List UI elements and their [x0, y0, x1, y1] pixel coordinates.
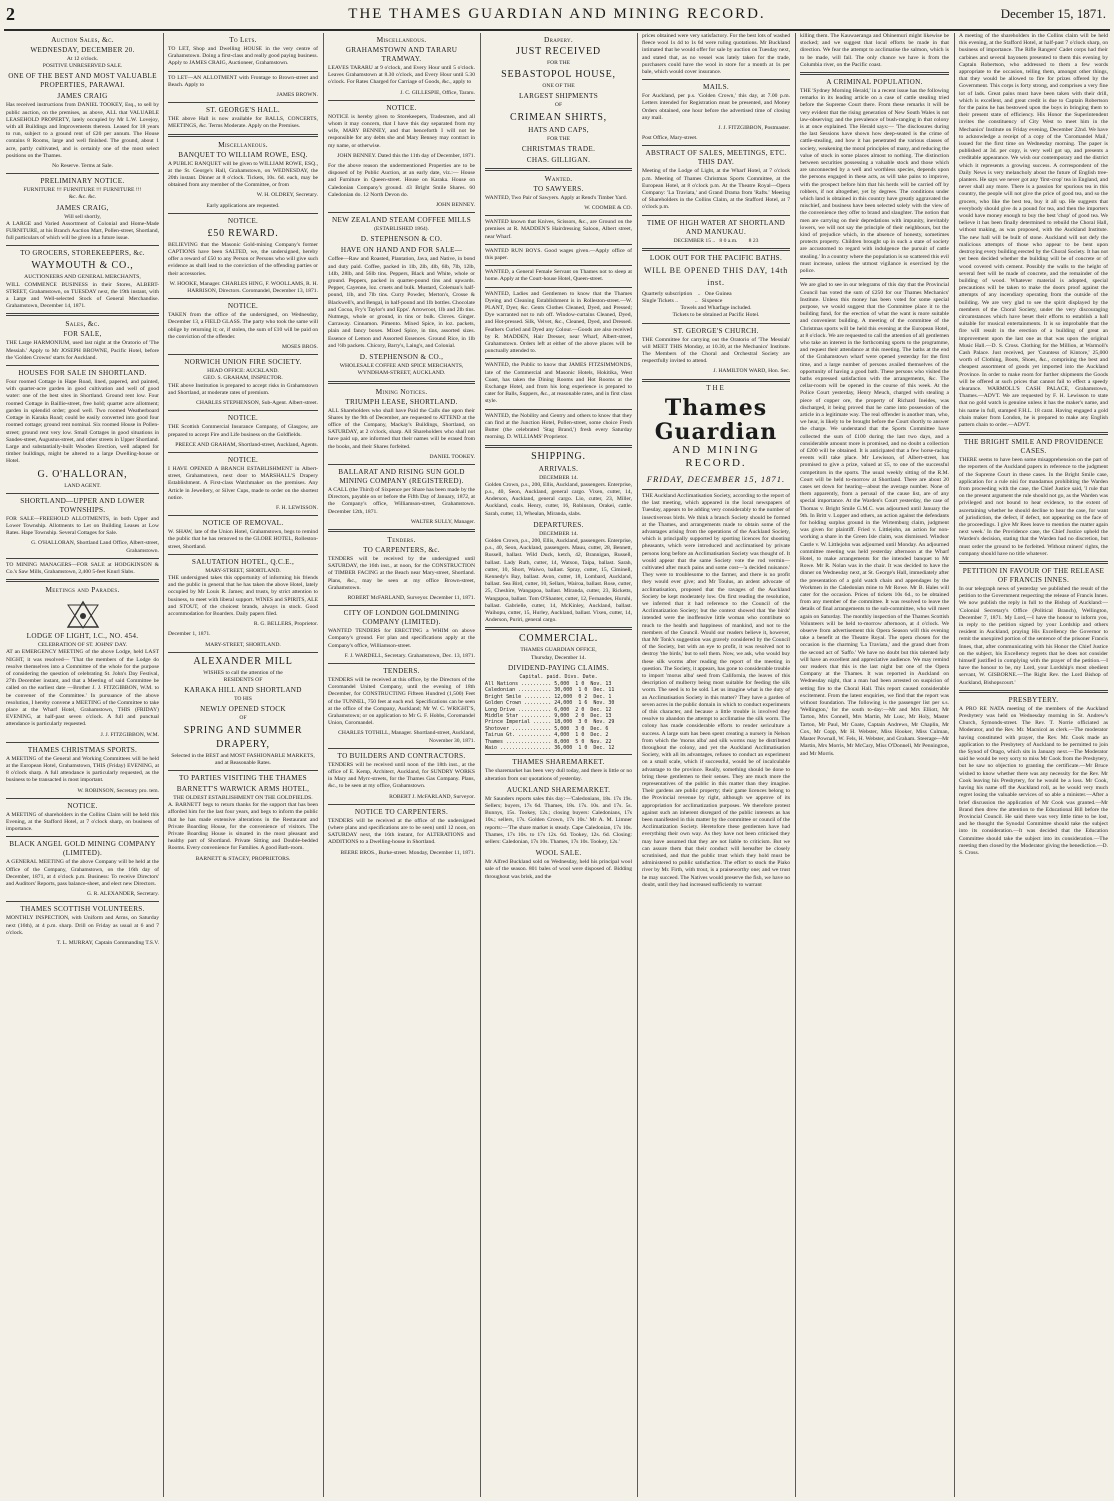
section-heading: Mining Notices. — [375, 386, 428, 396]
shipping-heading: SHIPPING. — [531, 450, 586, 462]
coffee-address: WYNDHAM-STREET, AUCKLAND. — [357, 370, 446, 377]
sharemarket-body: The sharemarket has been very dull today, and there is little or no alteration from our quotations of yesterday. — [485, 768, 632, 782]
divider — [6, 836, 159, 837]
furniture-title: FURNITURE !!! FURNITURE !!! FURNITURE !!! — [23, 187, 142, 194]
ballarat-sign: WALTER SULLY, Manager. — [410, 518, 475, 525]
divider — [6, 173, 159, 174]
drapery-line: CRIMEAN SHIRTS, — [510, 111, 607, 123]
drapery-line: JUST RECEIVED — [516, 46, 601, 57]
coffee-heading: NEW ZEALAND STEAM COFFEE MILLS — [331, 216, 472, 225]
notice-sign: F. H. LEWISSON. — [276, 504, 318, 511]
auction-terms: No Reserve. Terms at Sale. — [52, 163, 113, 170]
drapery-line: HATS AND CAPS, — [528, 125, 589, 134]
divider — [800, 278, 949, 279]
tolet-ad: TO LET, Shop and Dwelling HOUSE in the very centre of Grahamstown. Doing a first-class and really good paying business. Apply to JAMES CRAIG, Auctioneer, Grahamstown. — [168, 46, 318, 67]
barnett-body: A. BARNETT begs to return thanks for the support that has been afforded him for the last four years, and begs to inform the public that he has made extensive alterations in the Restaurant and Private Boarding House, for the convenience of visitors. The Private Boarding House is situated in the most pleasant and healthy part of Shortland. Private Sitting and Double-bedded Rooms. Every convenience for Families. A good Bath-room. — [168, 802, 318, 852]
divider — [959, 561, 1108, 564]
divider — [328, 748, 475, 749]
header-date: December 15, 1871. — [1000, 6, 1106, 21]
blackangel-heading: BLACK ANGEL GOLD MINING COMPANY (LIMITED). — [9, 840, 156, 858]
sawyers-body: WANTED, Two Pair of Sawyers. Apply at Rend's Timber Yard. — [485, 194, 628, 201]
norwich-heading: NORWICH UNION FIRE SOCIETY. — [184, 358, 302, 367]
commercial-heading: COMMERCIAL. — [518, 633, 599, 645]
divider — [328, 804, 475, 805]
salutation-sign: R. G. BELLERS, Proprietor. — [253, 621, 318, 628]
sawyers-sign: W. COOMBE & CO. — [584, 205, 632, 212]
dividend-row: Prince Imperial ...... 18,000 3 0 Nov. 29 — [485, 719, 615, 726]
dividend-row: Waio ................. 36,000 1 0 Dec. 12 — [485, 745, 615, 752]
auctioneer-name: JAMES CRAIG — [57, 92, 108, 101]
wanted-ad: WANTED known that Knives, Scissors, &c., are Ground on the premises at R. MADDEN'S Hairdressing Saloon, Albert street, near Wharf. — [485, 219, 632, 240]
auction-body: Has received instructions from DANIEL TOOKEY, Esq., to sell by public auction, on the premises, as above, ALL that VALUABLE LEASEHOLD PROPERTY, lately occupied by Mr L.W. Lovejoy, with all Buildings and Improvements thereon. Leased for 18 years to run, subject to a ground rent of £20 per annum. The House contains 8 Rooms, large and well finished. The ground, about 1 acre, partly cultivated, and is certainly one of the most select positions on the Thames. — [6, 102, 159, 159]
masthead-subtitle: AND MINING RECORD. — [672, 443, 760, 469]
divider — [168, 71, 318, 72]
dividend-row: All Nations .......... 5,000 1 0 Nov. 13 — [485, 680, 612, 687]
divider — [6, 579, 159, 582]
reward-heading: £50 REWARD. — [207, 227, 279, 239]
tide-heading: TIME OF HIGH WATER AT SHORTLAND AND MANUKAU. — [646, 218, 786, 236]
presbytery-body: A PRO RE NATA meeting of the members of the Auckland Presbytery was held on Wednesday morning in St. Andrew's Church, Symonds-street. The Rev. T. Norrie officiated as Moderator, and the Rev. Mr. Macnicol as clerk.—The moderator having constituted with prayer, the Rev. Mr. Cook made an application to the Presbytery of Auckland to be permitted to join the Synod of Otago, which sits in January next.—The Moderator said he would be very sorry to miss Mr Cook from the Presbytery, but he saw no objection to granting the certificate.—Mr Bruce wished to know whether there was any necessity for the Rev. Mr Cook leaving his Presbytery, for he would be a loss. Mr Cook, having his name off the Auckland roll, as he would very much regret losing the valuable services of so able a minister.—After a brief discussion the application of Mr Cook was granted.—Mr Brand then drew the attention to the Educational Bill before the Provincial Council. He said there was very little time to be lost, and he thought the Synodal Committee should take the subject into its consideration.—It was decided that the Education Committee should take the subject into its consideration.—The meeting then closed by the Moderator giving the benediction.—D. S. Cross. — [959, 705, 1108, 856]
norwich-inspector: GEO. S. GRAHAM, INSPECTOR. — [203, 375, 283, 382]
dividend-row: Long Drive ........... 6,000 2 0 Dec. 12 — [485, 706, 612, 713]
auckland-body: Mr Saunders reports sales this day:—'Caledonians, 18s. 17s 19s. Sellers; buyers, 17s 6d. Thames, 18s. 17s. 10s. and 17s. 5s. Bunnys, 15s. Tookey, 12s.; closing buyers: Caledonians, 17s 10s.; sellers, 17s. Golden Crown, 17s 10s.' Mr A. M. Limner reports:—'The share market is steady. Cape Caledonian, 17s 10s. Thames, 17s 10s. to 17s 12s. 6d. Tookey, 12s. 6d. Closing: sellers: Caledonian, 17s 10s. Thames, 17s 10s. Tookey, 12s.' — [485, 795, 632, 846]
waymouth-name: WAYMOUTH & CO., — [31, 260, 134, 272]
dividend-row: Thames ............... 8,000 5 0 Nov. 22 — [485, 738, 612, 745]
section-heading: Drapery. — [543, 35, 574, 44]
alexander-line: OF — [239, 715, 247, 722]
notice-heading: NOTICE. — [227, 414, 259, 423]
banquet-note: Early applications are requested. — [206, 202, 280, 209]
salutation-sub: MARY-STREET, SHORTLAND. — [205, 567, 281, 574]
baths-single: Single Tickets .. .. Sixpence — [642, 298, 723, 305]
dividend-row: Tairua Gt. ........... 4,000 1 0 Dec. 2 — [485, 732, 609, 739]
lodge-sub: CELEBRATION OF ST. JOHNS' DAY. — [37, 642, 128, 649]
masthead-title: Thames Guardian — [654, 394, 778, 445]
sports-heading: THAMES CHRISTMAS SPORTS. — [27, 745, 138, 754]
column-7 — [959, 33, 1108, 1497]
column-separator — [480, 33, 481, 1497]
coffee-body: Coffee—Raw and Roasted, Plantation, Java, and Native, in bond and duty paid. Coffee, packed in 1lb, 2lb, 4lb, 6lb, 7lb, 12lb, 14lb, 28lb, and 56lb tins. Peppers, Black and White, whole or ground. Peppers, packed in quarter-pound tins and upwards. Pepper, Cayenne, loz. cruets and bulk. Mustard, Coleman's half-pound, 1lb, and 7lb tins. Curry Powder, Merton's, Crosse & Blackwell's, and Bengal, in half-pound and 1lb bottles. Chocolate and Cocoa, Fry's Taylor's and Epps'. Arrowroot, 1lb and 2lb tins. Nutmegs, whole or ground, in tins or bulk. Cloves. Ginger. Carraway. Cinnamon. Pimento. Mixed Spice, in loz. packets, plain and fancy boxes. Mixed Spice, in tins, assorted sizes. Essence of Lemon and Assorted Essences. Ground Rice, in 1lb and ½lb packets. Chicory, Barry's, Laing's, and Colonial. — [328, 256, 475, 349]
commercial-date: Thursday, December 14. — [531, 654, 586, 661]
column-5 — [642, 33, 790, 1497]
local-news: We are glad to see in our telegrams of this day that the Provincial Council has voted the sum of £250 for our Thames Mechanics' Institute. Unless this money has been voted for some special purpose, we would suggest that the Committee place it to the building fund, for the erection of what the want is more suitable and convenient building. A meeting of the committee of the Christmas sports will be held this evening at the European Hotel, at 8 o'clock. We are requested to call the attention of all gentlemen who take an interest in the forthcoming sports to the programme, and request their attendance at this meeting. The baths at the end of the Grahamstown wharf were opened yesterday for the first time, and a large number of persons availed themselves of the opportunity of having a good bath. These persons who visited the baths expressed satisfaction with the arrangements, &c. The cellar-room will be opened in the course of this week. At the Police Court yesterday, Henry Meuch, charged with stealing a piece of copper ore, the property of Richard Ineides, was discharged, it being proved that he came into possession of the article in a legitimate way. The real offender is another man, who, we hear, is likely to be brought before the Court shortly to answer the charge. We understand that the Sports Committee have collected the sum of £100 during the last two days, and a considerable amount more is promised, and no doubt a collection of £200 will be obtained. It is anticipated that a few horse-racing events will take place. Mr Lewisson, of Albert-street, has promised to give a prize, valued at £5, to one of the successful competitors in the sports. The usual weekly sitting of the R.M. Court will be held to-morrow at Shortland. There are about 20 cases set down for hearing—about the average number. None of them apparently, from a perusal of the cause list, are of any special importance. At the Warden's Court yesterday, the case of Thomas v. Bright Smile G.M.C. was adjourned until January the 9th. In Britt v. Lopper and others, an action against the defendants for holding surplus ground in the Wirtemburg claim, judgment was given for plaintiff. Fried v. Littlejohn, an action for non-working a share in the Green Isle claim, was dismissed. Windsor Castle v. W. Littlejohn was adjourned until Monday. An adjourned committee meeting was held yesterday afternoon at the Wharf Hotel, to make arrangements for the intended banquet to Mr Rowe. Mr R. Nolan was in the chair. It was decided to have the dinner on Wednesday next, at St. George's Hall, immediately after the presentation of a gold watch chain and appendages by the Workmen in the Caledonian mine to Mr Rowe. Mr B. Hales will cater for the occasion. Prices of tickets 10s 6d., to be obtained from any member of the committee. It was resolved to leave the details of final arrangements to the sub-committee, who will meet again on Saturday. The monthly inspection of the Thames Scottish Volunteers will be held to-morrow afternoon, at 4 o'clock. We observe from advertisement this Opera Season will this evening take a benefit at the Theatre Royal. The opera chosen for the occasion is the charming 'La Traviata,' and the grand duet from the second act of 'Saffo.' We have no doubt but this talented lady will have an excellent and appreciative audience. We may remind our readers that this is the last night but one of the Opera Company at the Thames. It was reported in Auckland on Wednesday night, that a man had been arrested on suspicion of setting fire to the Choral Hall. This report caused considerable excitement. From the latest enquiries, we find that the report was without foundation. The following is the passenger list per s.s. 'Wellington,' for the south to-day:—Mr and Mrs Elliott, Mr Tarton, Mrs Connell, Mrs Martin, Mr Lusc, Mr Holy, Master Tarton, Mr Paul, Mr Coate, Captain Andrews, Mr Chaplin, Mr Cox, Mr Copp, Mr H. Webster, Miss Hooker, Miss Culman, Master Pownall, W. Fels, H. Webster, and Graham. Steerage—Mr Martin, Mrs Morris, Mr McCary, Miss O'Donnell, Mr Pennington, and Mr Morris. — [800, 282, 949, 757]
baths-tickets: Tickets to be obtained at Pacific Hotel. — [672, 312, 760, 319]
divider — [642, 323, 790, 324]
editorial-body: THE Auckland Acclimatisation Society, according to the report of the last meeting, which appeared in the local newspapers of Tuesday, appears to be adding very considerably to the number of insectiverous birds. We think a branch Society should be formed at the Thames, and arrangements made to obtain some of the advantages arising from the operations of the Auckland Society, which is principally supported by sporting licences for shooting pheasants, which were introduced and acclimatised by private persons long before an Acclimatisation Society was thought of. It would appear that the same Society vote the rod vermin—cultivated after much pains and some cost—'a decided nuisance.' They were to troublesome to the farmer, and there is no profit they would ever give; and Mr Toulus, an ardent advocate of acclimatisation, proposed that the ravages of the Auckland Society be kept moderately low. On first reading the resolution, we inferred that it had reference to the Council of the Acclimatization Society; but the context showed that 'the birds' intended were the inoffensive little woman who contribute so much to the health and happiness of mankind, and not to the members of the Council. Would our readers believe it, however, that Mr Tonk's suggestion was gravely considered by the Council of the Society, but with an eye to profit, it was resolved not to destroy 'the birds,' but to sell them. Now, we ask, who would buy these silk worms after reading the report of the meeting in question. The Society, it appears, has gone to considerable trouble to import 'morus alba' seed from California, the leaves of this description of mulberry being most suitable for feeding the silk worm. The seed is to be sold. Let us imagine what is the duty of an Acclimatisation Society in this matter? They have a garden of seven acres in the public domain in which to conduct experiments of this character, and because a little trouble is involved they resolve to abandon the attempt to acclimatise the silk worm. The colony has made considerable efforts to render sericulture a success. A large sum has been spent creating a nursery in Nelson from which the 'morus alba' and silk worms may be distributed throughout the colony, and yet the Auckland Acclimatisation Society, with all its advantages, refuses to conduct an experiment on a small scale, which if successful, would be of incalculable advantage to the province. Really, something should be done to bring these gentlemen to their senses. They are much more the representatives of the public in this matter than they imagine. Their gardens are public property; their game licences belong to the Provincial revenue by right, although we approve of its appropriation for acclimatization purposes. We therefore protest against such an inherent disregard of the public interests as has been manifested in this matter by the committee or council of the Acclimatization Society. Heretofore these gentlemen have had everything their own way. As they have not been criticised they may have assumed that they are not liable to criticism. But we can assure them that their conduct will hereafter be closely scrutinised, and that the public trust which they hold must be administered to public satisfaction. The effort to stock the Piako river by Mr. Firth, with trout, is a praiseworthy one; and we trust he may succeed. The Natives would preserve the fish, we have no doubt, until they had increased sufficiently to warrant — [642, 492, 790, 888]
banquet-body: A PUBLIC BANQUET will be given to WILLIAM ROWE, ESQ., at the St. George's Hall, Grahamstown, on WEDNESDAY, the 20th instant. Dinner at 8 o'clock. Tickets, 10s. 6d. each, may be obtained from any member of the Committee, or from — [168, 160, 318, 189]
divider — [6, 558, 159, 559]
drapery-line: ONE OF THE — [542, 83, 575, 90]
drapery-sign: CHAS. GILLIGAN. — [526, 155, 591, 164]
dividend-row: Middle Star .......... 9,000 2 0 Dec. 13 — [485, 713, 612, 719]
auction-date: WEDNESDAY, DECEMBER 20. — [30, 46, 135, 54]
petition-body: In our telegraph news of yesterday we published the result of the petition to the Government respecting the release of Francis Innes. We now publish the reply in full to the Bishop of Auckland:— 'Colonial Secretary's Office (Political Branch), Wellington, December 7, 1871. My Lord,—I have the honour to inform you, in reply to the petition signed by your Lordship and others resident in Auckland, praying His Excellency the Governor to remit the unexpired portion of the sentence of the prisoner Francis Innes, that, after communicating with his Honor the Chief Justice on the subject, his Excellency regrets that he does not consider himself justified in complying with the prayer of the petition.—I have the honour to be, my Lord, your Lordship's most obedient servant, W. GISBORNE.—The Right Rev. the Lord Bishop of Auckland, Bishopscourt.' — [959, 586, 1108, 686]
wanted-ad: WANTED, the Nobility and Gentry and others to know that they can find at the Junction Hotel, Pollen-street, some choice Fresh Butter (the celebrated 'Stag Brand,') fresh every Saturday morning. D. WILLIAMS' Proprietor. — [485, 412, 632, 441]
lodge-heading: LODGE OF LIGHT, I.C., NO. 454. — [26, 632, 139, 641]
drapery-line: OF — [554, 102, 563, 109]
wanted-ad: WANTED, a General Female Servant on Thames not to sleep at home. Apply at the Court-house Hotel, Queen-street. — [485, 269, 632, 283]
furniture-body: A LARGE and Varied Assortment of Colonial and Home-Made FURNITURE, at his Branch Auction Mart, Pollen-street, Shortland, full particulars of which will be given in a future issue. — [6, 220, 159, 242]
divider — [168, 134, 318, 137]
grocers-heading: TO GROCERS, STOREKEEPERS, &c. — [20, 249, 145, 258]
blackangel-body: A GENERAL MEETING of the above Company will be held at the Office of the Company, Grahamstown, on the 16th day of December, 1871, at 4 o'clock p.m. Business: To receive Directors' and Auditors' Reports, pass balance-sheet, and elect new Directors. — [6, 859, 159, 888]
mining-managers-ad: TO MINING MANAGERS—FOR SALE at HODGKINSON & Co.'s Saw Mills, Grahamstown, 2,400 5-feet Knurl Slabs. — [6, 561, 159, 575]
column-separator — [954, 33, 955, 1497]
parties-heading: TO PARTIES VISITING THE THAMES — [179, 773, 307, 782]
dividend-row: Golden Crown ......... 24,000 1 6 Nov. 30 — [485, 700, 615, 707]
lodge-body: AT an EMERGENCY MEETING of the above Lodge, held LAST NIGHT, it was resolved— 'That the members of the Lodge do resolve themselves into a Committee of the whole for the purpose of considering the question of celebrating St. John's Day Festival, 27th December instant, and that a Meeting of said Committee be called on the earliest date —Brother J. J. FITZGIBBON, W.M. to be convener of the Committee.' In pursuance of the above resolution, I hereby convene a MEETING of the Committee to take place at the Wharf Hotel, Grahamstown, THIS (FRIDAY) EVENING, at half-past seven o'clock. A full and punctual attendance is particularly requested. — [6, 649, 159, 728]
notice-body: NOTICE is hereby given to Storekeepers, Tradesmen, and all whom it may concern, that I have this day separated from my wife, MARY BENNEY, and that henceforth I will not be responsible for any debts she and Mary Benney may contract in my name, or otherwise. — [328, 113, 475, 149]
column-1 — [6, 33, 159, 1497]
church-body: THE Committee for carrying out the Oratorio of 'The Messiah' will MEET THIS Monday, at 10.30, at the Mechanics' Institute. The Members of the Choral and Orchestral Society are respectfully invited to attend. — [642, 336, 790, 365]
reward-sign: W. HOOKE, Manager. CHARLES HING, F. WOOLLAMS, R. H. HARRISON, Directors. Coromandel, December 13, 1871. — [169, 280, 318, 295]
carpenters2-body: TENDERS will be received at the office of the undersigned (where plans and specifications are to be seen) until 12 noon, on SATURDAY next, the 16th instant, for ALTERATIONS and ADDITIONS to a Dwelling-house in Shortland. — [328, 817, 475, 846]
church-sign: J. HAMILTON WARD, Hon. Sec. — [713, 368, 790, 375]
london-heading: CITY OF LONDON GOLDMINING COMPANY (LIMITED). — [343, 609, 460, 627]
brightsmile-body: THERE seems to have been some misapprehension on the part of the reporters of the Auckland papers in reference to the judgment of the Supreme Court in these cases. In the Bright Smile case, application for a rule nisi for mandamus prohibiting the Warden from proceeding with the case, the Chief Justice said, 'I rule that on the present argument the rule should not go, as the Warden was privileged and not bound to hear evidence, to the extent of ascertaining whether he should decline to hear the case, for want of jurisdiction, the defect, if defect, not appearing on the face of the proceedings. I give Mr Rees leave to mention the matter again next week.' In the Providence case, the Chief Justice upheld the Warden's decision, stating that the Warden had no discretion, but must order the ground to be forfeited. Without miners' rights, the company should have no title whatever. — [959, 457, 1108, 557]
divider — [168, 213, 318, 214]
dividend-header: Capital. paid. Divs. Date. — [519, 673, 598, 680]
masthead-the: THE — [706, 383, 726, 392]
banquet-sign: W. H. OLDREY, Secretary. — [256, 192, 318, 199]
divider — [168, 770, 318, 771]
auction-property: ONE OF THE BEST AND MOST VALUABLE PROPERTIES, PARAWAI. — [8, 72, 157, 90]
carpenters-sign: ROBERT McFARLAND, Surveyor. December 11, 1871. — [347, 594, 475, 601]
tide-row: DECEMBER 15 .. 8 0 a.m. 8 23 — [673, 237, 759, 244]
builders-sign: ROBERT J. McFARLAND, Surveyor. — [389, 793, 475, 800]
divider — [485, 358, 632, 359]
divider — [328, 605, 475, 606]
builders-body: TENDERS will be received until noon of the 18th inst., at the office of E. Kemp, Architect, Auckland, for SUNDRY WORKS in Mary and Myrc-streets, for the Thames Gas Company. Plans, &c., to be seen at my office, Grahamstown. — [328, 761, 475, 790]
forsale-body: THE Large HARMONIUM, used last night at the Oratorio of 'The Messiah.' Apply to Mr JOSEPH BROWNE, Pacific Hotel, before the 'Golden Crowns' starts for Auckland. — [6, 340, 159, 361]
dividend-row: Shotover ............. 5,000 3 0 Dec. 6 — [485, 725, 609, 732]
tenders-sign: CHARLES TOTHILL, Manager. Shortland-street, Auckland, November 30, 1871. — [338, 730, 475, 744]
drapery-line: LARGEST SHIPMENTS — [518, 92, 599, 101]
notice-body: I HAVE OPENED A BRANCH ESTABLISHMENT in Albert-street, Grahamstown, next door to MARSHALL'S Drapery Establishment. A First-class Watchmaker on the premises. Any Article in Jewellery, or Silver Cups, made to order on the shortest notice. — [168, 465, 318, 501]
local-news-continued: A meeting of the shareholders in the Collins claim will be held this evening, at the Stafford Hotel, at half-past 7 o'clock sharp, on business of importance. The Rifle Rangers' Cadet corps had their carbines and several bayonets presented to them this evening by Captain Robertson, who addressed to them a few words appropriate to the occasion, telling them, amongst other things, that they would be allowed to fire for prizes offered by the Government. This corps is forty strong, and comprises a very fine lot of lads. Great pains must have been taken with their drill, which is excellent, and great credit is due to Captain Robertson for the pains he has bestowed upon the boys in bringing them to their present state of efficiency. His Honor the Superintendent invites the constituency of City West to meet him in the Mechanics' Institute on Friday evening, December 22nd. We have to acknowledge a receipt of a copy of the 'Coromandel Mail,' issued for the first time on Wednesday morning. The paper is published at 3d. per copy, is very well got up, and presents a creditable appearance. We wish our contemporary and the district which it represents a growing success. A correspondent of the Daily News is very melancholy about the future of English tree-planters. He says we never got any 'first-crop' tea in England, and never shall any more. There is a passion for spurious tea in this country, the people will not give the price of good tea, and so the grocers, who like the best tea, buy it all up. He suggests that everybody should give 4s a pound for tea, and then the importers would have money enough to buy the best 'chop' of good tea. We believe it has been finally determined to rebuild the Choral Hall, without making, as was proposed, with the Auckland Institute. The new hall will be built of stone. Auckland will not defy the malicious attempts of those who appear to be bent upon destroying every building erected by the Choral Society. It has not yet been decided whether the building will be of concrete or of wood covered with cement. Possibly the walls to the height of several feet will be made of concrete, and the remainder of the building of wood. Whatever material is adopted, special precautions will be taken to make the doors proof against the attempts of any incendiary operating from the outside of the building. We are very glad to see the spirit displayed by the members of the Choral Society, under the very discouraging circumstances which have beset their efforts to establish a hall suitable for musical entertainments. It is so improbable that the fire will result in the erection of a building of great an improvement upon the last one as that was upon the original Music Hall.—D. S. Cross. Clothing for the Million, at Warmoll's Cash Palace. Just received, per 'Countess of Kintore,' 25,000 worth of Clothing, Boots, Shoes, &c., comprising the best and cheapest assortment of goods yet imported into the Auckland Province. In order to make room for further shipments the Goods will be offered at such prices that cannot fail to effect a speedy clearance. WARMOLL'S CASH PALACE, Grahamstown, Thames.—ADVT. We are requested by F. H. Lewisson to state that no gold watch is genuine unless it has the maker's name, and his name in full, stamped F.H.L. 18 carat. Having engaged a gold chain maker from London, he is prepared to make any English pattern chain to order.—ADVT. — [959, 33, 1108, 428]
notice-body: A MEETING of shareholders in the Collins Claim will be held this Evening, at the Stafford Hotel, at 7 o'clock sharp, on business of importance. — [6, 811, 159, 833]
norwich-body: THE above Institution is prepared to accept risks in Grahamstown and Shortland, at moderate rates of premium. — [168, 382, 318, 396]
drapery-line: FOR THE — [546, 60, 571, 66]
sports-body: A MEETING of the General and Working Committees will be held at the European Hotel, Grahamstown, THIS (Friday) EVENING, at 8 o'clock sharp. A full attendance is particularly requested, as the business to be transacted is most important. — [6, 755, 159, 784]
auckland-heading: AUCKLAND SHAREMARKET. — [506, 785, 611, 794]
divider — [6, 365, 159, 366]
properties-sign: JOHN BENNEY. — [435, 202, 475, 209]
furniture-etc: &c. &c. &c. — [68, 194, 97, 201]
divider — [959, 432, 1108, 435]
divider — [168, 102, 318, 103]
divider — [485, 215, 632, 216]
column-4 — [485, 33, 632, 1497]
wool-heading: WOOL SALE. — [535, 849, 582, 858]
notice-heading: NOTICE. — [227, 216, 259, 225]
divider — [328, 212, 475, 213]
london-sign: F. J. WARDELL, Secretary. Grahamstown, Dec. 13, 1871. — [344, 652, 475, 659]
sports-sign: W. ROBINSON, Secretary pro. tem. — [77, 787, 159, 794]
agent-sign: G. O'HALLORAN, Shortland Land Office, Albert-street, Grahamstown. — [31, 540, 159, 554]
volunteers-body: MONTHLY INSPECTION, with Uniform and Arms, on Saturday next (16th), at 4 p.m. sharp. Drill on Friday as usual at 6 and 7 o'clock. — [6, 915, 159, 936]
divider — [6, 798, 159, 799]
alexander-line: SPRING AND SUMMER — [183, 724, 303, 736]
divider — [485, 265, 632, 266]
tenders-heading: TENDERS. — [383, 666, 420, 675]
divider — [168, 410, 318, 411]
commercial-office: THAMES GUARDIAN OFFICE, — [520, 647, 597, 654]
section-heading: Auction Sales, &c. — [51, 35, 114, 44]
divider — [485, 287, 632, 288]
carpenters-heading: TO CARPENTERS, &c. — [363, 545, 440, 554]
criminal-heading: A CRIMINAL POPULATION. — [826, 78, 923, 87]
salutation-date: December 1, 1871. — [168, 631, 211, 638]
column-separator — [795, 33, 796, 1497]
divider — [168, 298, 318, 299]
criminal-body: THE 'Sydney Morning Herald,' in a recent issue has the following remarks in its leading article on a case of cattle stealing tried before the Supreme Court there. From these remarks it will be very evident that the rising generation of New South Wales is not law-observing; and the prevalence of bush-ranging in that colony is at once explained. The Herald says:— 'The disclosures during the last Sessions have shown how deep-seated is the crime of cattle-stealing, and how it has penetrated the various classes of society, weakening the moral principles of many, and reducing the value of stock in some places almost to nothing. The distinction between securities possessing a valuable stock and those which are unconnected by a well and worthless species, depends upon the persons engaged in these acts, as will take pains to improve, with the prospect before him that his herds will be carried off by robbers, if not altogether, yet by degrees. The conditions under which land is obtained in this country have greatly aggravated the mischief, and business have been selected solely with the view of the convenience they offer to brand and slaughter. The notion that men are carrying on their depredations with impunity, inevitably lowers, we will not say the principle of their neighbours, but the kind of prejudice which, in the absence of honesty, sometimes protects property. Children brought up in such a state of society are accustomed to regard with indulgence the pursuit of cattle stealing.' In a country where the population is so scattered this evil must increase, unless the utmost vigilance is exercised by the police. — [800, 88, 949, 275]
ballarat-heading: BALLARAT AND RISING SUN GOLD MINING COMPANY (REGISTERED). — [338, 467, 465, 485]
divider — [642, 379, 790, 382]
notice-heading: NOTICE. — [386, 103, 417, 112]
triumph-body: ALL Shareholders who shall have Paid the Calls due upon their Shares by the 9th of December, are requested to ATTEND at the office of the Company, Mackay's Buildings, Shortland, on SATURDAY, at 2 o'clock, sharp. All Shareholders who shall not have paid up, are informed that their names will be erased from the books, and their Shares forfeited. — [328, 407, 475, 450]
notice-heading: NOTICE. — [227, 302, 259, 311]
tramway-body: LEAVES TARARU at 9 o'clock, and Every Hour until 5 o'clock. Leaves Grahamstown at 8.30 o'clock, and Every Hour until 5.30 o'clock. For Rates Charged for Carriage of Goods, &c., apply to — [328, 65, 475, 86]
waymouth-sub: AUCTIONEERS AND GENERAL MERCHANTS, — [24, 274, 141, 281]
arrivals-heading: ARRIVALS. — [538, 464, 579, 473]
alexander-line: DRAPERY, — [216, 738, 270, 750]
running-title: THE THAMES GUARDIAN AND MINING RECORD. — [348, 6, 766, 22]
departures-date: DECEMBER 14. — [539, 530, 578, 537]
triumph-heading: TRIUMPH LEASE, SHORTLAND. — [345, 397, 458, 406]
builders-heading: TO BUILDERS AND CONTRACTORS. — [337, 751, 466, 760]
dividend-table — [485, 681, 632, 751]
reward-body: BELIEVING that the Masonic Gold-mining Company's former CAPTIONS have been SALTED, we, the undersigned, hereby offer a reward of £50 to any Person or Persons who will give such evidence as shall lead to the conviction of the offending parties or their accessories. — [168, 241, 318, 277]
departures-body: Golden Crown, p.s., 200, Ellis, Auckland, passengers. Enterprise, p.s., 40, Seon, Auckland, passengers. Mauu, cutter, 28, Bennett, Russell, ballast. Wild Duck, ketch, 42, Brannigan, Russell, ballast. Lady Ruth, cutter, 14, Watson, Taipa, ballast. Sarah, cutter, 10, Short, Waiwo, ballast. Spray, cutter, 15, Ciminell, Kennedy's Bay, ballast. Avon, cutter, 18, Lombard, Auckland, ballast. Sea Bird, cutter, 10, Sellars, Wairoa, ballast. Rose, cutter, 25, Cheshire, Wangapoa, ballast. Miranda, cutter, 23, Ricketts, Wangapoa, ballast. Tom O'Shanter, cutter, 12, Fernandes, Huruhi, ballast. Gabrielle, cutter, 14, McKinley, Auckland, ballast. Waihopu, cutter, 15, Hurley, Auckland, ballast. Vixen, cutter, 14, Anderson, Puriri, general cargo. — [485, 537, 632, 624]
mails-body: For Auckland, per p.s. 'Golden Crown,' this day, at 7.00 p.m. Letters intended for Registration must be presented, and Money Orders obtained, one hour before the advertised time of closing any mail. — [642, 93, 790, 121]
norwich-sign: CHARLES STEPHENSON, Sub-Agent. Albert-street. — [196, 400, 318, 407]
baths-open: WILL BE OPENED THIS DAY, 14th inst. — [643, 265, 789, 287]
divider — [485, 409, 632, 410]
divider — [6, 742, 159, 743]
prelim-heading: PRELIMINARY NOTICE. — [40, 177, 125, 186]
divider — [485, 168, 632, 171]
auction-type: POSITIVE UNRESERVED SALE. — [42, 63, 123, 70]
alexander-line: NEWLY OPENED STOCK — [200, 705, 286, 714]
baths-quarterly: Quarterly subscription .. One Guinea — [642, 290, 732, 297]
column-2 — [168, 33, 318, 1497]
volunteers-sign: T. L. MURRAY, Captain Commanding T.S.V. — [56, 940, 159, 947]
tramway-heading: GRAHAMSTOWN AND TARARU TRAMWAY. — [345, 46, 458, 63]
divider — [168, 652, 318, 653]
petition-heading: PETITION IN FAVOUR OF THE RELEASE OF FRANCIS INNES. — [962, 567, 1105, 585]
notice-body: TAKEN from the office of the undersigned, on Wednesday, December 13, a FIELD GLASS. The party who took the same will oblige by returning it; or, if stolen, the sum of £10 will be paid on the conviction of the offender. — [168, 312, 318, 340]
divider — [485, 627, 632, 630]
drapery-line: SEBASTOPOL HOUSE, — [501, 69, 616, 81]
norwich-sub: HEAD OFFICE: AUCKLAND. — [207, 368, 279, 375]
column-separator — [163, 33, 164, 1497]
mails-heading: MAILS. — [703, 83, 729, 92]
wool-body: Mr Alfred Buckland sold on Wednesday, held his principal wool sale of the season. 801 bales of wool were disposed of. Bidding throughout was brisk, and the — [485, 859, 632, 880]
removal-heading: NOTICE OF REMOVAL. — [202, 519, 284, 528]
banquet-heading: BANQUET TO WILLIAM ROWE, ESQ. — [178, 150, 308, 159]
column-3 — [328, 33, 475, 1497]
tenders-body: TENDERS will be received at this office, by the Directors of the Coromandel United Company, until the evening of 18th December, for CONSTRUCTING Fifteen Hundred (1,500) Feet of the TUNNEL, 750 feet at each end. Specifications can be seen at the office of the Company, Auckland; Mr W. C. WRIGHT'S, Grahamstown; or on application to Mr G. F. Hobbs, Coromandel Union, Coromandel. — [328, 676, 475, 727]
column-separator — [323, 33, 324, 1497]
alexander-line: WISHES to call the attention of the — [203, 669, 283, 676]
salutation-heading: SALUTATION HOTEL, Q.C.E., — [191, 557, 295, 566]
properties-body: For the above reason the undermentioned Properties are to be disposed of by Public Auction, at an early date, viz.:— House and Furniture in Queen-street. House on Karaka. House on Caledonian Company's ground. 43 Bright Smile Shares. 60 Caledonian do. 12 North Devon do. — [328, 163, 475, 198]
church-heading: ST. GEORGE'S CHURCH. — [673, 326, 759, 335]
wool-continued: prices obtained were very satisfactory. For the best lots of washed fleece wool 1s 4d to 1s 6d were ruling quotations. Mr Buckland intimated that he would offer for sale by auction on Tuesday next, and stated that, as no vessel was lately taken for the trade, purchasers could have the wool in store for a month at 1s per bale, which would cover insurance. — [642, 33, 790, 76]
wanted-ad: WANTED RUN BOYS. Good wages given.—Apply office of this paper. — [485, 247, 632, 262]
divider — [328, 663, 475, 664]
barnett-sub: THE OLDEST ESTABLISHMENT ON THE GOLDFIELDS. — [173, 794, 313, 801]
divider — [6, 313, 159, 316]
editorial-continued: killing them. The Kauwaeranga and Ohinemuri might likewise be stocked; and we suggest that local efforts be made in that direction. We fear the attempt to acclimatise the salmon, which is to be made, will fail. The only chance we have is from the Columbia river, on the Pacific coast. — [800, 33, 949, 68]
divider — [642, 145, 790, 146]
divider — [642, 248, 790, 251]
divider — [485, 445, 632, 448]
tramway-sign: J. C. GILLESPIE, Office, Tararu. — [400, 89, 475, 96]
section-heading: To Lets. — [229, 35, 257, 44]
alexander-line: RESIDENTS OF — [223, 676, 263, 683]
alexander-line: KARAKA HILL AND SHORTLAND — [184, 686, 302, 695]
forsale-heading: FOR SALE, — [63, 330, 102, 339]
coffee-owner: D. STEPHENSON & CO. — [360, 235, 443, 244]
departures-heading: DEPARTURES. — [533, 520, 584, 529]
hall-body: THE above Hall is now available for BALLS, CONCERTS, MEETINGS, &c. Terms Moderate. Apply on the Premises. — [168, 116, 318, 130]
section-heading: Tenders. — [387, 534, 416, 544]
mary-street: MARY-STREET, SHORTLAND. — [205, 641, 281, 648]
agent-title: LAND AGENT. — [64, 482, 101, 489]
alexander-heading: ALEXANDER MILL — [193, 655, 293, 667]
presbytery-heading: PRESBYTERY. — [1008, 695, 1059, 704]
section-heading: Miscellaneous. — [218, 139, 268, 149]
waymouth-body: WILL COMMENCE BUSINESS in their Stores, ALBERT-STREET, Grahamstown, on TUESDAY next, the 19th instant, with a Large and Well-selected Stock of General Merchandise. Grahamstown, December 14, 1871. — [6, 281, 159, 310]
divider — [6, 493, 159, 494]
divider — [168, 452, 318, 453]
wanted-ad: WANTED, Ladies and Gentlemen to know that the Thames Dyeing and Cleaning Establishment is in Rolleston-street.—W. PLANT, Dyer, &c. Gents Clothes Cleaned, Dyed, and Pressed; Dye warranted not to rub off. Window-curtains Cleaned, Dyed, and Hot-pressed. Silk, Velvet, &c., Cleaned, Dyed, and Dressed. Feathers Curled and Dyed any Colour.—Goods are also received by R. MADDEN, Hair Dresser, near Wharf, Albert-street, Grahamstown. Orders left at either of the above places will be punctually attended to. — [485, 290, 632, 355]
coffee-est: (ESTABLISHED 1864). — [374, 226, 429, 233]
divider — [328, 100, 475, 101]
notice-sign: JOHN BENNEY. Dated this the 11th day of December, 1871. — [337, 152, 475, 159]
drapery-line: FOR THE — [546, 135, 571, 142]
triumph-sign: DANIEL TOOKEY. — [429, 453, 475, 460]
editorial-dateline: FRIDAY, DECEMBER 15, 1871. — [646, 473, 786, 484]
section-heading: Wanted. — [544, 173, 573, 183]
carpenters2-sign: BEERE BROS., Burke-street. Monday, December 11, 1871. — [340, 849, 475, 856]
ballarat-body: A CALL (the Third) of Sixpence per Share has been made by the Directors, payable on or before the Fifth Day of January, 1872, at the Company's office, Williamson-street, Grahamstown. December 12th, 1871. — [328, 486, 475, 515]
coffee-sign: D. STEPHENSON & CO., — [359, 353, 444, 362]
notice-heading: NOTICE. — [67, 801, 98, 810]
divider — [328, 529, 475, 532]
baths-heading: LOOK OUT FOR THE PACIFIC BATHS. — [649, 253, 783, 262]
abstract-heading: ABSTRACT OF SALES, MEETINGS, ETC. THIS DAY. — [645, 149, 787, 167]
dividend-heading: DIVIDEND-PAYING CLAIMS. — [507, 663, 609, 672]
wanted-ad: WANTED, the Public to know that JAMES FITZSIMMONDS, late of the Commercial and Masonic Hotels, Hokitika, West Coast, has taken the Dining Rooms and Hot Rooms at the Exchange Hotel, and from his long experience is prepared to cater for Balls, Suppers, &c., at reasonable rates, and in first class style. — [485, 362, 632, 405]
agent-name: G. O'HALLORAN, — [37, 468, 128, 480]
notice-sign: PREECE AND GRAHAM, Shortland-street, Auckland, Agents. — [175, 441, 318, 448]
auctioneer-name: JAMES CRAIG, — [56, 203, 109, 212]
dividend-row: Bright Smile ......... 12,000 0 2 Dec. 1 — [485, 693, 612, 700]
divider — [642, 79, 790, 80]
alexander-line: TO HIS — [234, 696, 252, 703]
salutation-body: THE undersigned takes this opportunity of informing his friends and the public in general that he has taken the above Hotel, lately occupied by Mr Louis R. James; and trusts, by strict attention to business, to meet with liberal support. WINES and SPIRITS, ALE and STOUT, of the choicest brands, always in stock. Good accommodation for Boarders. Daily papers filed. — [168, 574, 318, 617]
auction-subtitle: Will sell shortly, — [64, 213, 101, 220]
masonic-emblem-icon — [66, 600, 100, 630]
sharemarket-heading: THAMES SHAREMARKET. — [512, 758, 605, 767]
volunteers-heading: THAMES SCOTTISH VOLUNTEERS. — [20, 905, 145, 914]
divider — [642, 489, 790, 490]
divider — [168, 554, 318, 555]
houses-body: Four roomed Cottage in Hape Road, lined, papered, and painted, with quarter-acre garden in good cultivation and well of good water: one of the best sites in Shortland. Ground rent low. Four roomed Cottage in Baillie-street, free hold; quarter acre allotment; garden in splendid order; good well. Two roomed Weatherboard Cottage in Karaka Road; could be easily converted into good four roomed cottage; ground rent nominal. Six roomed House in Pollen-street; ground rent very low. Small Cottages in good situations in Sandes-street, Augustus-street, and other streets in Upper Shortland. Large and substantially-built Wooden Erection, well adapted for timber buildings, might be altered to a large Dwelling-house or Hotel. — [6, 379, 159, 465]
barnett-heading: BARNETT'S WARWICK ARMS HOTEL, — [176, 784, 310, 793]
divider — [642, 215, 790, 216]
auction-time: At 12 o'clock. — [66, 56, 99, 62]
blackangel-sign: G. R. ALEXANDER, Secretary. — [86, 891, 159, 898]
divider — [328, 381, 475, 384]
header-rule — [4, 29, 1110, 31]
shortland-heading: SHORTLAND—UPPER AND LOWER TOWNSHIPS. — [20, 496, 145, 514]
notice-heading: NOTICE. — [227, 455, 259, 464]
page-number: 2 — [6, 4, 15, 24]
barnett-sign: BARNETT & STACEY, PROPRIETORS. — [195, 855, 291, 862]
divider — [168, 354, 318, 355]
notice-body: THE Scottish Commercial Insurance Company, of Glasgow, are prepared to accept Fire and Life business on the Goldfields. — [168, 424, 318, 438]
divider — [800, 72, 949, 75]
column-separator — [637, 33, 638, 1497]
divider — [6, 901, 159, 902]
hall-heading: ST. GEORGE'S HALL. — [205, 106, 281, 115]
baths-towels: Towels and Wharfage included. — [680, 305, 752, 312]
mails-office: Post Office, Mary-street. — [642, 135, 698, 142]
divider — [959, 690, 1108, 693]
carpenters-body: TENDERS will be received by the undersigned until SATURDAY, the 16th inst., at noon, for the CONSTRUCTION of TIMBER FACING at the Beach near Mary-street, Shortland. Plans, &c., may be seen at my office Brown-street, Grahamstown. — [328, 555, 475, 591]
column-6 — [800, 33, 949, 1497]
page-header — [0, 0, 1114, 30]
arrivals-date: DECEMBER 14. — [539, 474, 578, 481]
lodge-sign: J. J. FITZGIBBON, W.M. — [100, 731, 159, 738]
london-body: WANTED TENDERS for ERECTING a WHIM on above Company's ground. For plan and specifications apply at the Company's office, Williamson-street. — [328, 628, 475, 649]
section-heading: Sales, &c. — [65, 319, 100, 329]
drapery-line: CHRISTMAS TRADE. — [521, 144, 596, 153]
abstract-body: Meeting of the Lodge of Light, at the Wharf Hotel, at 7 o'clock p.m. Meeting of Thames Christmas Sports Committee, at the European Hotel, at 8 o'clock p.m. At the Theatre Royal—Opera Company: 'La Traviata,' and Grand Drama from 'Rafts.' Meeting of Shareholders in the Collins Claim, at the Stafford Hotel, at 7 o'clock p.m. — [642, 168, 790, 211]
arrivals-body: Golden Crown, p.s., 200, Ellis, Auckland, passengers. Enterprise, p.s., 40, Seon, Auckland, general cargo. Vixen, cutter, 14, Anderson, Auckland, general cargo. Lio, cutter, 23, Miller, Auckland, coals. Henry, cutter, 16, Robinson, Orakei, cattle. Sarah, cutter, 13, Whealan, Miranda, slabs. — [485, 481, 632, 517]
divider — [485, 244, 632, 245]
divider — [168, 515, 318, 516]
notice-sign: MOSES BROS. — [281, 344, 318, 351]
brightsmile-heading: THE BRIGHT SMILE AND PROVIDENCE CASES. — [963, 438, 1104, 456]
removal-body: W. SHAW, late of the Union Hotel, Grahamstown, begs to remind the public that he has removed to the GLOBE HOTEL, Rolleston-street, Shortland. — [168, 529, 318, 550]
section-heading: Miscellaneous. — [376, 35, 427, 44]
divider — [6, 245, 159, 246]
sawyers-heading: TO SAWYERS. — [533, 184, 584, 193]
mails-sign: J. J. FITZGIBBON, Postmaster. — [718, 125, 790, 132]
houses-heading: HOUSES FOR SALE IN SHORTLAND. — [18, 369, 147, 378]
carpenters2-heading: NOTICE TO CARPENTERS. — [354, 807, 449, 816]
coffee-have: HAVE ON HAND AND FOR SALE— — [340, 246, 463, 255]
shortland-body: FOR SALE—FREEHOLD ALLOTMENTS, in both Upper and Lower Township. Allotments to Let on Building Leases at Low Rates. Hape Township. Several Cottages for Sale. — [6, 515, 159, 537]
dividend-row: Caledonian ........... 30,000 1 0 Dec. 11 — [485, 687, 615, 694]
divider — [328, 464, 475, 465]
tolet-sign: JAMES BROWN. — [276, 92, 318, 99]
coffee-sub: WHOLESALE COFFEE AND SPICE MERCHANTS, — [339, 363, 464, 370]
tolet-ad: TO LET—AN ALLOTMENT with Frontage to Brown-street and Beach. Apply to — [168, 74, 318, 88]
divider — [485, 754, 632, 755]
alexander-line: Selected in the BEST and MOST FASHIONABLE MARKETS, and at Reasonable Rates. — [171, 752, 315, 766]
section-heading: Meetings and Parades. — [45, 585, 120, 595]
